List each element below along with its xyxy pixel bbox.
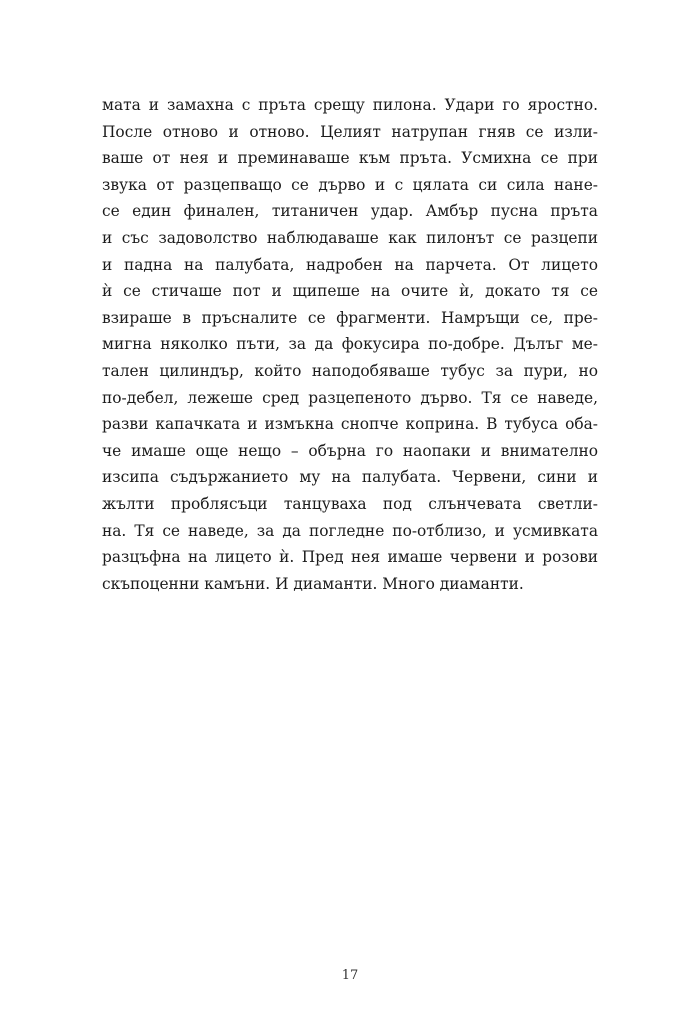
text-line: тален цилиндър, който наподобяваше тубус за пури, но — [102, 361, 598, 380]
text-line: и със задоволство наблюдаваше как пилонът се разцепи — [102, 228, 598, 247]
text-line: ваше от нея и преминаваше към пръта. Усмихна се при — [102, 149, 598, 168]
text-line: че имаше още нещо – обърна го наопаки и внимателно — [102, 441, 598, 460]
text-line: жълти проблясъци танцуваха под слънчевата светли- — [102, 494, 598, 513]
text-line: мата и замахна с пръта срещу пилона. Удари го яростно. — [102, 96, 598, 114]
text-line: разви капачката и измъкна снопче коприна. В тубуса оба- — [102, 415, 598, 434]
text-line: и падна на палубата, надробен на парчета. От лицето — [102, 255, 598, 274]
text-line: взираше в пръсналите се фрагменти. Намръщи се, пре- — [102, 308, 598, 327]
body-text — [102, 92, 598, 597]
text-line: звука от разцепващо се дърво и с цялата си сила нане- — [102, 175, 598, 194]
text-line: изсипа съдържанието му на палубата. Червени, сини и — [102, 468, 598, 487]
text-line: После отново и отново. Целият натрупан гняв се изли- — [102, 122, 598, 141]
text-line: разцъфна на лицето ѝ. Пред нея имаше червени и розови — [102, 548, 598, 567]
text-line: мигна няколко пъти, за да фокусира по-добре. Дълъг ме- — [102, 335, 598, 354]
text-line-last: скъпоценни камъни. И диаманти. Много диаманти. — [102, 574, 524, 593]
text-line: се един финален, титаничен удар. Амбър пусна пръта — [102, 202, 598, 221]
text-line: по-дебел, лежеше сред разцепеното дърво. Тя се наведе, — [102, 388, 598, 407]
page-number: 17 — [341, 968, 359, 983]
text-line: ѝ се стичаше пот и щипеше на очите ѝ, докато тя се — [102, 282, 598, 301]
text-line: на. Тя се наведе, за да погледне по-отблизо, и усмивката — [102, 521, 598, 540]
